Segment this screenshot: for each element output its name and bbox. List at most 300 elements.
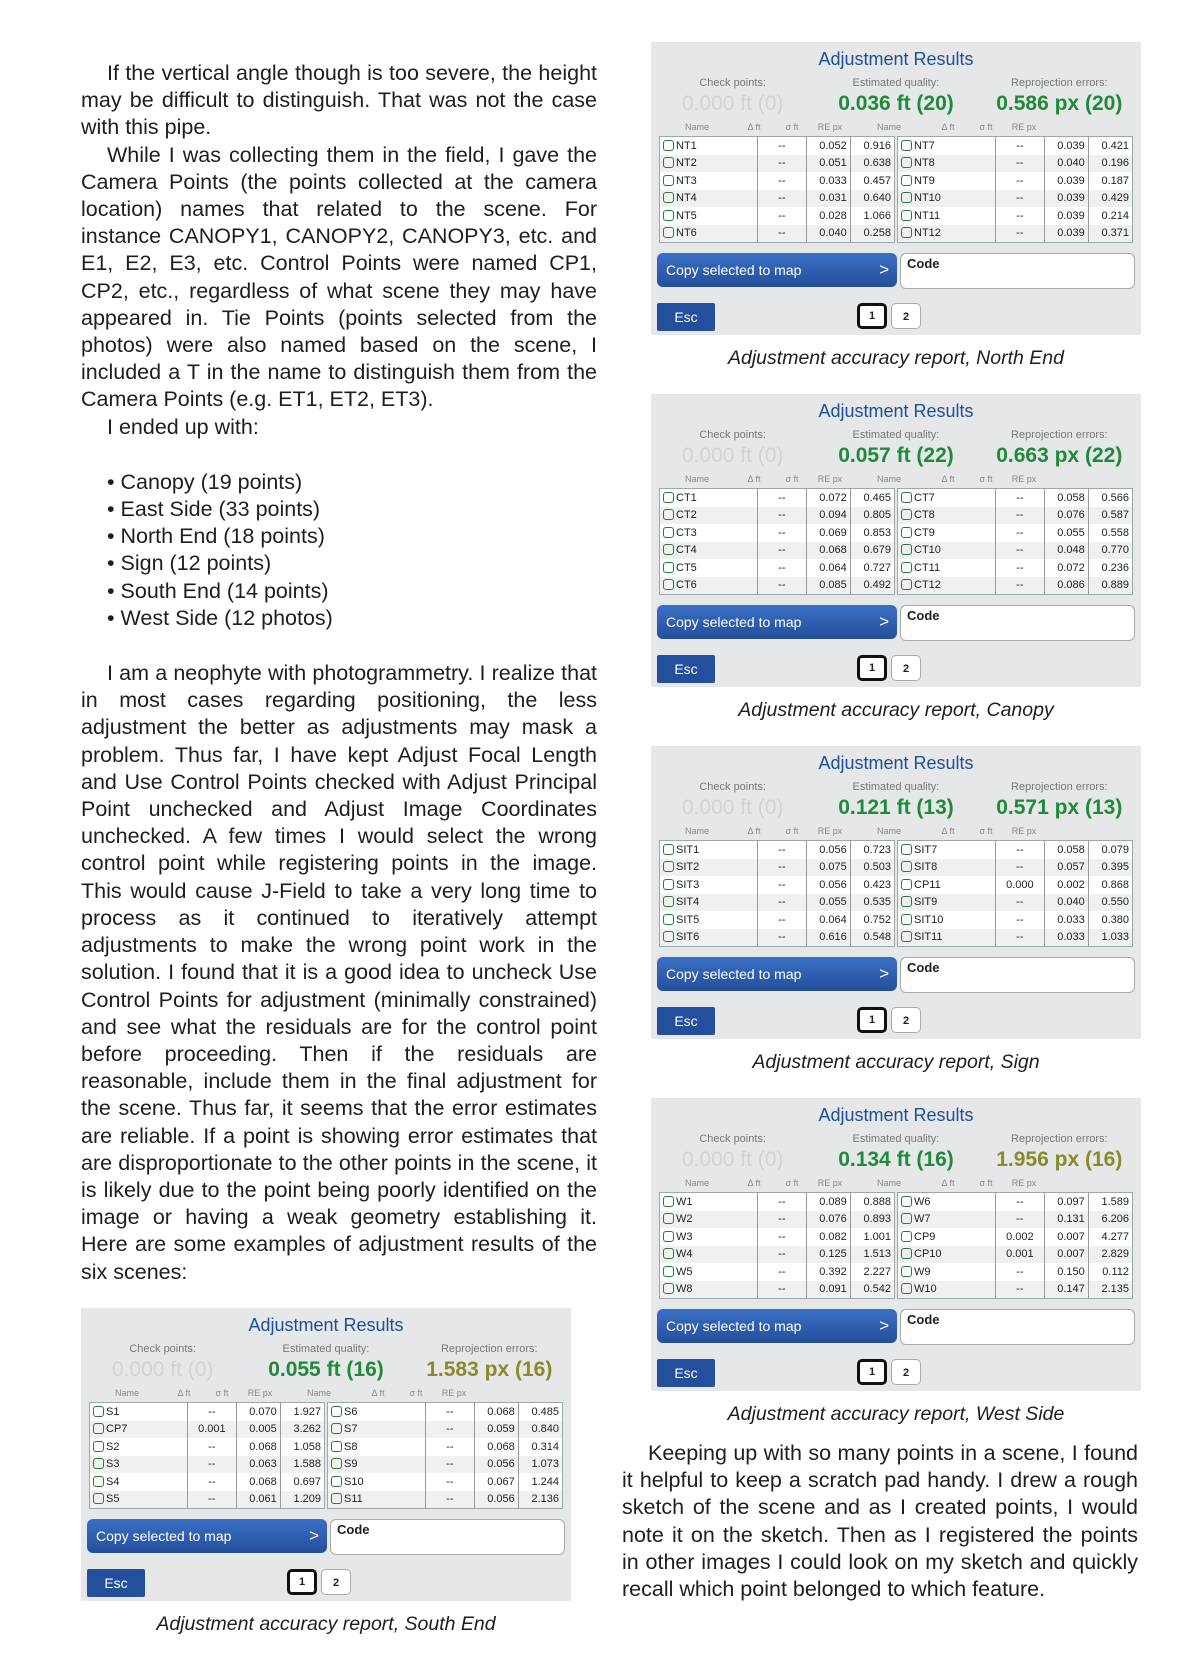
- re-px-cell: 1.244: [518, 1473, 562, 1491]
- checkbox[interactable]: [901, 1283, 912, 1294]
- point-name-cell[interactable]: [898, 190, 996, 208]
- point-name-cell[interactable]: [898, 1193, 996, 1211]
- re-px-cell: 0.587: [1088, 507, 1132, 525]
- point-name-cell[interactable]: [328, 1438, 426, 1456]
- copy-selected-to-map-button[interactable]: [657, 253, 897, 287]
- table-row[interactable]: [90, 1438, 325, 1456]
- table-row[interactable]: [660, 841, 895, 859]
- checkbox[interactable]: [663, 175, 674, 186]
- sigma-ft-cell: 0.057: [1044, 859, 1088, 877]
- checkbox[interactable]: [901, 175, 912, 186]
- results-table-right: [897, 1192, 1133, 1299]
- point-name-cell[interactable]: [898, 1281, 996, 1299]
- sigma-ft-cell: 0.068: [236, 1473, 280, 1491]
- point-name-cell[interactable]: [898, 894, 996, 912]
- point-name-cell[interactable]: [660, 894, 758, 912]
- checkbox[interactable]: [901, 210, 912, 221]
- checkbox[interactable]: [901, 1213, 912, 1224]
- page-2-button[interactable]: 2: [321, 1569, 351, 1595]
- copy-selected-to-map-button[interactable]: [657, 1309, 897, 1343]
- point-name: S6: [344, 1405, 358, 1418]
- checkbox[interactable]: [901, 1248, 912, 1259]
- check-points-stat: [651, 781, 814, 822]
- table-row[interactable]: [898, 225, 1133, 243]
- sigma-ft-cell: 0.147: [1044, 1281, 1088, 1299]
- checkbox[interactable]: [663, 879, 674, 890]
- re-px-cell: 0.727: [850, 559, 894, 577]
- table-row[interactable]: [660, 1228, 895, 1246]
- re-px-cell: 0.535: [850, 894, 894, 912]
- results-tables: [659, 840, 1133, 947]
- table-row[interactable]: [898, 207, 1133, 225]
- estimated-quality-label: Estimated quality:: [852, 1133, 940, 1145]
- esc-button[interactable]: Esc: [657, 303, 715, 331]
- checkbox[interactable]: [901, 879, 912, 890]
- checkbox[interactable]: [901, 192, 912, 203]
- reprojection-errors-label: Reprojection errors:: [1010, 429, 1108, 441]
- checkbox[interactable]: [901, 140, 912, 151]
- bottom-row: [651, 1001, 1141, 1041]
- checkbox[interactable]: [901, 844, 912, 855]
- re-px-cell: 1.001: [850, 1228, 894, 1246]
- checkbox[interactable]: [663, 1213, 674, 1224]
- point-name-cell[interactable]: [660, 1281, 758, 1299]
- copy-button-label: Copy selected to map: [666, 966, 802, 982]
- table-row[interactable]: [660, 1246, 895, 1264]
- checkbox[interactable]: [331, 1476, 342, 1487]
- re-px-cell: 1.058: [280, 1438, 324, 1456]
- point-name: CP10: [914, 1248, 942, 1261]
- point-name: CT8: [914, 509, 935, 522]
- reprojection-errors-stat: [978, 77, 1141, 118]
- page-2-button[interactable]: 2: [891, 1359, 921, 1385]
- table-row[interactable]: [898, 559, 1133, 577]
- table-row[interactable]: [660, 1193, 895, 1211]
- sigma-ft-cell: 0.028: [806, 207, 850, 225]
- esc-button[interactable]: Esc: [87, 1569, 145, 1597]
- page-2-button[interactable]: 2: [891, 655, 921, 681]
- point-name-cell[interactable]: [898, 172, 996, 190]
- delta-ft-cell: --: [758, 911, 807, 929]
- checkbox[interactable]: [901, 1266, 912, 1277]
- point-name-cell[interactable]: [660, 929, 758, 947]
- sigma-ft-cell: 0.392: [806, 1263, 850, 1281]
- point-name-cell[interactable]: [328, 1421, 426, 1439]
- checkbox[interactable]: [93, 1423, 104, 1434]
- esc-button[interactable]: Esc: [657, 1359, 715, 1387]
- re-px-cell: 0.548: [850, 929, 894, 947]
- re-px-cell: 2.227: [850, 1263, 894, 1281]
- checkbox[interactable]: [331, 1493, 342, 1504]
- page-1-button[interactable]: 1: [287, 1569, 317, 1595]
- delta-ft-cell: --: [996, 507, 1045, 525]
- point-name-cell[interactable]: [660, 489, 758, 507]
- point-name-cell[interactable]: [898, 137, 996, 155]
- point-name: SIT10: [914, 913, 944, 926]
- re-px-cell: 1.066: [850, 207, 894, 225]
- table-row[interactable]: [898, 1228, 1133, 1246]
- page-1-button[interactable]: 1: [857, 655, 887, 681]
- checkbox[interactable]: [901, 896, 912, 907]
- table-row[interactable]: [90, 1403, 325, 1421]
- table-header: [659, 474, 1133, 486]
- column-header: Δ ft: [941, 826, 955, 836]
- checkbox[interactable]: [663, 1283, 674, 1294]
- point-name-cell[interactable]: [898, 1246, 996, 1264]
- point-name-cell[interactable]: [898, 1228, 996, 1246]
- table-row[interactable]: [898, 876, 1133, 894]
- point-name: W6: [914, 1195, 931, 1208]
- point-name-cell[interactable]: [660, 1211, 758, 1229]
- table-row[interactable]: [660, 207, 895, 225]
- table-row[interactable]: [328, 1491, 563, 1509]
- point-name-cell[interactable]: [660, 1246, 758, 1264]
- sigma-ft-cell: 0.058: [1044, 489, 1088, 507]
- checkbox[interactable]: [663, 1266, 674, 1277]
- code-field[interactable]: Code: [900, 1309, 1135, 1345]
- check-points-stat: [651, 1133, 814, 1174]
- delta-ft-cell: --: [996, 225, 1045, 243]
- column-header: σ ft: [785, 826, 799, 836]
- point-name-cell[interactable]: [660, 577, 758, 595]
- table-row[interactable]: [328, 1438, 563, 1456]
- point-name-cell[interactable]: [660, 207, 758, 225]
- checkbox[interactable]: [901, 914, 912, 925]
- column-header: Δ ft: [177, 1388, 191, 1398]
- re-px-cell: 0.840: [518, 1421, 562, 1439]
- table-row[interactable]: [660, 911, 895, 929]
- sigma-ft-cell: 0.091: [806, 1281, 850, 1299]
- re-px-cell: 0.679: [850, 542, 894, 560]
- delta-ft-cell: --: [426, 1473, 475, 1491]
- point-name: S10: [344, 1475, 364, 1488]
- checkbox[interactable]: [663, 931, 674, 942]
- point-name-cell[interactable]: [898, 155, 996, 173]
- point-name-cell[interactable]: [898, 507, 996, 525]
- re-px-cell: 0.395: [1088, 859, 1132, 877]
- table-row[interactable]: [660, 225, 895, 243]
- checkbox[interactable]: [901, 562, 912, 573]
- checkbox[interactable]: [93, 1458, 104, 1469]
- checkbox[interactable]: [901, 509, 912, 520]
- table-row[interactable]: [660, 876, 895, 894]
- paragraph-scratch-pad: Keeping up with so many points in a scene, I found it helpful to keep a scratch pad handy. I drew a rough sketch of the scene and as I created points, I would note it on the sketch. Then as I registered the points in other images I could look on my sketch and quickly recall which point belonged to which feature.: [622, 1441, 1138, 1602]
- table-row[interactable]: [660, 894, 895, 912]
- table-row[interactable]: [898, 190, 1133, 208]
- delta-ft-cell: --: [996, 911, 1045, 929]
- point-name: S8: [344, 1440, 358, 1453]
- table-row[interactable]: [660, 155, 895, 173]
- table-row[interactable]: [660, 172, 895, 190]
- table-row[interactable]: [90, 1491, 325, 1509]
- re-px-cell: 0.752: [850, 911, 894, 929]
- point-name-cell[interactable]: [90, 1491, 188, 1509]
- table-row[interactable]: [660, 577, 895, 595]
- checkbox[interactable]: [901, 1196, 912, 1207]
- panel-title: Adjustment Results: [818, 401, 974, 421]
- caption-sign: Adjustment accuracy report, Sign: [752, 1051, 1040, 1073]
- checkbox[interactable]: [663, 914, 674, 925]
- point-name-cell[interactable]: [660, 225, 758, 243]
- table-row[interactable]: [898, 1263, 1133, 1281]
- chevron-right-icon: >: [879, 260, 889, 279]
- checkbox[interactable]: [663, 844, 674, 855]
- table-row[interactable]: [660, 859, 895, 877]
- point-name-cell[interactable]: [660, 155, 758, 173]
- table-row[interactable]: [898, 1193, 1133, 1211]
- copy-selected-to-map-button[interactable]: [87, 1519, 327, 1553]
- checkbox[interactable]: [663, 579, 674, 590]
- re-px-cell: 0.314: [518, 1438, 562, 1456]
- table-row[interactable]: [660, 190, 895, 208]
- point-name-cell[interactable]: [660, 542, 758, 560]
- re-px-cell: 0.868: [1088, 876, 1132, 894]
- point-name-cell[interactable]: [898, 559, 996, 577]
- point-name-cell[interactable]: [898, 542, 996, 560]
- table-row[interactable]: [898, 894, 1133, 912]
- point-name-cell[interactable]: [898, 929, 996, 947]
- table-row[interactable]: [328, 1421, 563, 1439]
- table-row[interactable]: [660, 1263, 895, 1281]
- checkbox[interactable]: [901, 579, 912, 590]
- delta-ft-cell: --: [188, 1491, 237, 1509]
- reprojection-errors-label: Reprojection errors:: [1010, 1133, 1108, 1145]
- point-name-cell[interactable]: [660, 911, 758, 929]
- point-name-cell[interactable]: [898, 876, 996, 894]
- point-name-cell[interactable]: [660, 876, 758, 894]
- point-name: W4: [676, 1248, 693, 1261]
- checkbox[interactable]: [901, 544, 912, 555]
- point-name-cell[interactable]: [660, 559, 758, 577]
- page-2-button[interactable]: 2: [891, 303, 921, 329]
- table-row[interactable]: [328, 1456, 563, 1474]
- table-row[interactable]: [898, 1281, 1133, 1299]
- re-px-cell: 0.697: [280, 1473, 324, 1491]
- delta-ft-cell: --: [758, 1263, 807, 1281]
- checkbox[interactable]: [663, 509, 674, 520]
- esc-button[interactable]: Esc: [657, 1007, 715, 1035]
- sigma-ft-cell: 0.068: [474, 1403, 518, 1421]
- checkbox[interactable]: [901, 861, 912, 872]
- table-row[interactable]: [898, 172, 1133, 190]
- checkbox[interactable]: [663, 527, 674, 538]
- re-px-cell: 0.893: [850, 1211, 894, 1229]
- point-name-cell[interactable]: [660, 1193, 758, 1211]
- checkbox[interactable]: [663, 157, 674, 168]
- re-px-cell: 0.550: [1088, 894, 1132, 912]
- checkbox[interactable]: [663, 544, 674, 555]
- estimated-quality-label: Estimated quality:: [852, 429, 940, 441]
- delta-ft-cell: --: [996, 1193, 1045, 1211]
- point-name-cell[interactable]: [90, 1421, 188, 1439]
- point-name-cell[interactable]: [660, 507, 758, 525]
- list-item: • South End (14 points): [107, 578, 597, 605]
- table-row[interactable]: [898, 1246, 1133, 1264]
- table-row[interactable]: [660, 507, 895, 525]
- point-name-cell[interactable]: [90, 1456, 188, 1474]
- table-row[interactable]: [90, 1421, 325, 1439]
- sigma-ft-cell: 0.063: [236, 1456, 280, 1474]
- table-row[interactable]: [660, 1281, 895, 1299]
- table-row[interactable]: [660, 1211, 895, 1229]
- copy-selected-to-map-button[interactable]: [657, 605, 897, 639]
- point-name-cell[interactable]: [90, 1403, 188, 1421]
- point-name-cell[interactable]: [90, 1438, 188, 1456]
- table-row[interactable]: [898, 542, 1133, 560]
- stats-row: [651, 77, 1141, 118]
- point-name-cell[interactable]: [328, 1403, 426, 1421]
- table-row[interactable]: [660, 929, 895, 947]
- sigma-ft-cell: 0.072: [806, 489, 850, 507]
- sigma-ft-cell: 0.068: [236, 1438, 280, 1456]
- stats-row: [651, 781, 1141, 822]
- point-name-cell[interactable]: [898, 489, 996, 507]
- checkbox[interactable]: [331, 1423, 342, 1434]
- point-name-cell[interactable]: [660, 841, 758, 859]
- page-1-button[interactable]: 1: [857, 303, 887, 329]
- table-row[interactable]: [328, 1473, 563, 1491]
- table-row[interactable]: [898, 489, 1133, 507]
- re-px-cell: 0.421: [1088, 137, 1132, 155]
- checkbox[interactable]: [901, 1231, 912, 1242]
- sigma-ft-cell: 0.616: [806, 929, 850, 947]
- page-1-button[interactable]: 1: [857, 1007, 887, 1033]
- column-header: Name: [684, 474, 709, 484]
- page-1-button[interactable]: 1: [857, 1359, 887, 1385]
- point-name-cell[interactable]: [660, 190, 758, 208]
- table-row[interactable]: [898, 911, 1133, 929]
- point-name-cell[interactable]: [898, 225, 996, 243]
- checkbox[interactable]: [93, 1441, 104, 1452]
- point-name-cell[interactable]: [898, 577, 996, 595]
- table-row[interactable]: [898, 137, 1133, 155]
- column-header: Name: [876, 122, 901, 132]
- page-2-button[interactable]: 2: [891, 1007, 921, 1033]
- table-row[interactable]: [898, 929, 1133, 947]
- delta-ft-cell: --: [758, 1246, 807, 1264]
- point-name-cell[interactable]: [660, 137, 758, 155]
- table-row[interactable]: [90, 1456, 325, 1474]
- table-row[interactable]: [660, 559, 895, 577]
- point-name-cell[interactable]: [660, 172, 758, 190]
- point-name-cell[interactable]: [898, 1211, 996, 1229]
- code-field[interactable]: Code: [900, 253, 1135, 289]
- table-row[interactable]: [660, 137, 895, 155]
- results-table-left: [659, 136, 895, 243]
- stats-row: [651, 1133, 1141, 1174]
- code-field[interactable]: Code: [900, 957, 1135, 993]
- point-name-cell[interactable]: [328, 1473, 426, 1491]
- point-name-cell[interactable]: [660, 524, 758, 542]
- point-name-cell[interactable]: [898, 524, 996, 542]
- table-row[interactable]: [660, 542, 895, 560]
- checkbox[interactable]: [663, 896, 674, 907]
- checkbox[interactable]: [901, 227, 912, 238]
- checkbox[interactable]: [663, 210, 674, 221]
- point-name-cell[interactable]: [898, 859, 996, 877]
- point-name-cell[interactable]: [90, 1473, 188, 1491]
- delta-ft-cell: --: [758, 137, 807, 155]
- point-name-cell[interactable]: [328, 1456, 426, 1474]
- checkbox[interactable]: [663, 1248, 674, 1259]
- checkbox[interactable]: [901, 157, 912, 168]
- code-field[interactable]: Code: [900, 605, 1135, 641]
- sigma-ft-cell: 0.056: [474, 1491, 518, 1509]
- code-field[interactable]: Code: [330, 1519, 565, 1555]
- checkbox[interactable]: [901, 527, 912, 538]
- re-px-cell: 0.112: [1088, 1263, 1132, 1281]
- table-row[interactable]: [898, 507, 1133, 525]
- checkbox[interactable]: [93, 1493, 104, 1504]
- sigma-ft-cell: 0.082: [806, 1228, 850, 1246]
- table-row[interactable]: [660, 524, 895, 542]
- table-row[interactable]: [898, 524, 1133, 542]
- checkbox[interactable]: [93, 1406, 104, 1417]
- copy-selected-to-map-button[interactable]: [657, 957, 897, 991]
- re-px-cell: 0.889: [1088, 577, 1132, 595]
- table-row[interactable]: [898, 1211, 1133, 1229]
- checkbox[interactable]: [663, 492, 674, 503]
- column-header: Name: [684, 122, 709, 132]
- checkbox[interactable]: [663, 1196, 674, 1207]
- table-row[interactable]: [90, 1473, 325, 1491]
- point-name-cell[interactable]: [898, 1263, 996, 1281]
- checkbox[interactable]: [663, 861, 674, 872]
- point-name: CP9: [914, 1230, 936, 1243]
- esc-button[interactable]: Esc: [657, 655, 715, 683]
- checkbox[interactable]: [93, 1476, 104, 1487]
- column-header: RE px: [817, 122, 843, 132]
- table-row[interactable]: [898, 841, 1133, 859]
- checkbox[interactable]: [331, 1406, 342, 1417]
- point-name-cell[interactable]: [898, 841, 996, 859]
- checkbox[interactable]: [331, 1458, 342, 1469]
- caption-canopy: Adjustment accuracy report, Canopy: [738, 699, 1054, 721]
- sigma-ft-cell: 0.131: [1044, 1211, 1088, 1229]
- checkbox[interactable]: [331, 1441, 342, 1452]
- checkbox[interactable]: [901, 492, 912, 503]
- sigma-ft-cell: 0.094: [806, 507, 850, 525]
- checkbox[interactable]: [663, 1231, 674, 1242]
- delta-ft-cell: --: [996, 172, 1045, 190]
- checkbox[interactable]: [663, 192, 674, 203]
- table-row[interactable]: [898, 859, 1133, 877]
- checkbox[interactable]: [901, 931, 912, 942]
- point-name-cell[interactable]: [328, 1491, 426, 1509]
- point-name-cell[interactable]: [898, 207, 996, 225]
- point-name: SIT8: [914, 861, 938, 874]
- table-row[interactable]: [328, 1403, 563, 1421]
- bottom-row: [81, 1563, 571, 1603]
- table-row[interactable]: [898, 577, 1133, 595]
- actions-row: [657, 1309, 1135, 1345]
- column-header: σ ft: [979, 1178, 993, 1188]
- table-row[interactable]: [660, 489, 895, 507]
- checkbox[interactable]: [663, 140, 674, 151]
- checkbox[interactable]: [663, 227, 674, 238]
- point-name-cell[interactable]: [660, 1228, 758, 1246]
- copy-button-label: Copy selected to map: [666, 614, 802, 630]
- checkbox[interactable]: [663, 562, 674, 573]
- point-name-cell[interactable]: [660, 1263, 758, 1281]
- point-name-cell[interactable]: [898, 911, 996, 929]
- point-name-cell[interactable]: [660, 859, 758, 877]
- sigma-ft-cell: 0.150: [1044, 1263, 1088, 1281]
- column-header: RE px: [441, 1388, 467, 1398]
- list-item: • Sign (12 points): [107, 550, 597, 577]
- table-row[interactable]: [898, 155, 1133, 173]
- reprojection-errors-label: Reprojection errors:: [440, 1343, 538, 1355]
